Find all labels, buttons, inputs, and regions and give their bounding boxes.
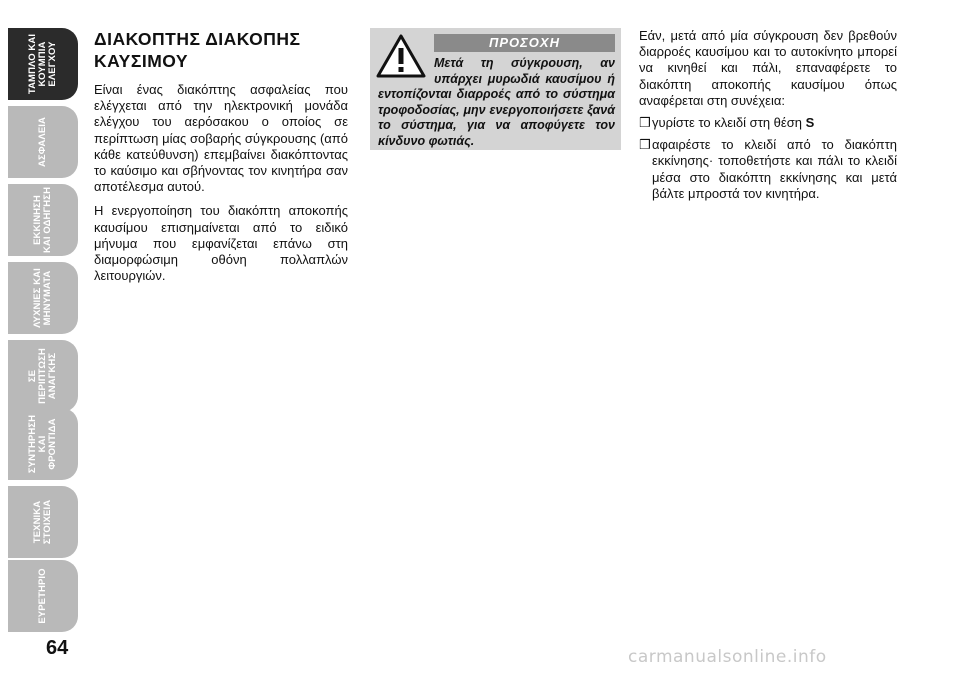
reset-instructions	[639, 28, 897, 208]
section-paragraph: Η ενεργοποίηση του διακόπτη αποκοπής καυσίμου επισημαίνεται από το ειδικό μήνυμα που εμφανίζεται επάνω στη διαμορφώσιμη οθόνη πολλαπλών λειτουργιών.	[94, 203, 348, 284]
warning-text-block	[378, 56, 615, 150]
tab-safety[interactable]	[8, 106, 78, 178]
page-number: 64	[46, 637, 69, 659]
section-paragraph: Είναι ένας διακόπτης ασφαλείας που ελέγχεται από την ηλεκτρονική μονάδα ελέγχου του αερόσακου ο οποίος σε περίπτωση μίας σοβαρής σύγκρουσης (από κάθε κατεύθυνση) επεμβαίνει διακόπτοντας το καύσιμο και σβήνοντας τον κινητήρα σαν αποτέλεσμα αυτού.	[94, 82, 348, 195]
tab-label: ΕΚΚΙΝΗΣΗ ΚΑΙ ΟΔΗΓΗΣΗ	[32, 186, 53, 254]
watermark: carmanualsonline.info	[628, 647, 827, 667]
fuel-cutoff-section	[94, 28, 348, 292]
warning-title: ΠΡΟΣΟΧΗ	[434, 34, 615, 52]
reset-intro: Εάν, μετά από μία σύγκρουση δεν βρεθούν διαρροές καυσίμου και το αυτοκίνητο μπορεί να κινηθεί και πάλι, επαναφέρετε το διακόπτη αποκοπής καυσίμου όπως αναφέρεται στη συνέχεια:	[639, 28, 897, 108]
tab-starting-driving[interactable]	[8, 184, 78, 256]
tab-technical-data[interactable]	[8, 486, 78, 558]
step-text: αφαιρέστε το κλειδί από το διακόπτη εκκίνησης· τοποθετήστε και πάλι το κλειδί μέσα στο διακόπτη εκκίνησης και μετά βάλτε μπροστά τον κινητήρα.	[652, 137, 897, 201]
tab-emergency[interactable]	[8, 340, 78, 412]
section-title: ΔΙΑΚΟΠΤΗΣ ΔΙΑΚΟΠΗΣ ΚΑΥΣΙΜΟΥ	[94, 29, 301, 71]
tab-label: ΛΥΧΝΙΕΣ ΚΑΙ ΜΗΝΥΜΑΤΑ	[32, 268, 53, 328]
tab-label: ΑΣΦΑΛΕΙΑ	[37, 117, 48, 167]
checkbox-bullet-icon: ❒	[639, 115, 651, 131]
key-position: S	[805, 115, 815, 131]
tab-label: ΕΥΡΕΤΗΡΙΟ	[37, 568, 48, 624]
list-item	[639, 115, 897, 131]
list-item	[639, 137, 897, 202]
step-text: γυρίστε το κλειδί στη θέση	[652, 115, 806, 131]
tab-index[interactable]	[8, 560, 78, 632]
tab-label: ΤΕΧΝΙΚΑ ΣΤΟΙΧΕΙΑ	[32, 499, 53, 545]
tab-label: ΤΑΜΠΛΟ ΚΑΙ ΚΟΥΜΠΙΑ ΕΛΕΓΧΟΥ	[27, 33, 58, 95]
tab-lights-messages[interactable]	[8, 262, 78, 334]
tab-maintenance[interactable]	[8, 408, 78, 480]
tab-dashboard-controls[interactable]	[8, 28, 78, 100]
warning-box	[370, 28, 621, 150]
tab-label: ΣΕ ΠΕΡΙΠΤΩΣΗ ΑΝΑΓΚΗΣ	[27, 348, 58, 404]
tab-label: ΣΥΝΤΗΡΗΣΗ ΚΑΙ ΦΡΟΝΤΙΔΑ	[27, 414, 58, 474]
checkbox-bullet-icon: ❒	[639, 137, 651, 153]
warning-text: Μετά τη σύγκρουση, αν υπάρχει μυρωδιά καυσίμου ή εντοπίζονται διαρροές από το σύστημα τροφοδοσίας, μην ενεργοποιήσετε ξανά το σύστημα, για να αποφύγετε τον κίνδυνο φωτιάς.	[378, 56, 615, 148]
